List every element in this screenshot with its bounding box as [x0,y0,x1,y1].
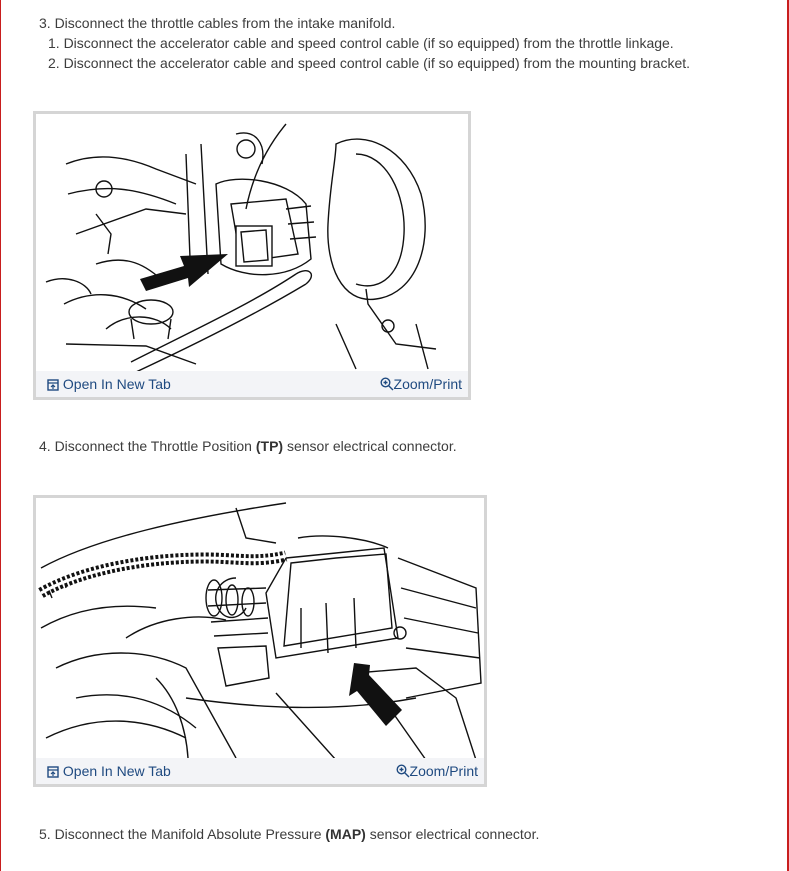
window-edge-left [0,0,1,871]
open-in-new-tab-label: Open In New Tab [62,376,171,392]
step-4-abbrev: (TP) [255,438,284,454]
step-5-text-part: 5. Disconnect the Manifold Absolute Pressure [39,826,326,842]
throttle-cable-illustration [36,114,468,372]
step-5-text [39,825,539,843]
open-in-new-tab-link[interactable] [47,762,171,780]
open-in-new-tab-icon [47,379,59,391]
step-5-abbrev: (MAP) [325,826,366,842]
zoom-print-link[interactable] [380,375,462,393]
open-in-new-tab-label: Open In New Tab [62,763,171,779]
zoom-in-icon [380,377,394,391]
figure-tp-sensor [33,495,487,787]
open-in-new-tab-link[interactable] [47,375,171,393]
step-4-text-end: sensor electrical connector. [283,438,457,454]
figure-throttle-cables [33,111,471,400]
open-in-new-tab-icon [47,766,59,778]
step-5-text-end: sensor electrical connector. [365,826,540,842]
tp-sensor-connector-illustration [36,498,484,760]
zoom-print-label: Zoom/Print [393,376,462,392]
zoom-print-link[interactable] [396,762,478,780]
step-4-text [39,437,457,455]
step-4-text-part: 4. Disconnect the Throttle Position [39,438,256,454]
zoom-print-label: Zoom/Print [409,763,478,779]
step-3-text: 3. Disconnect the throttle cables from the intake manifold. [39,15,396,31]
zoom-in-icon [396,764,410,778]
step-3-2-text: 2. Disconnect the accelerator cable and speed control cable (if so equipped) from the mounting bracket. [48,55,691,71]
step-3-1-text: 1. Disconnect the accelerator cable and speed control cable (if so equipped) from the throttle linkage. [48,35,674,51]
